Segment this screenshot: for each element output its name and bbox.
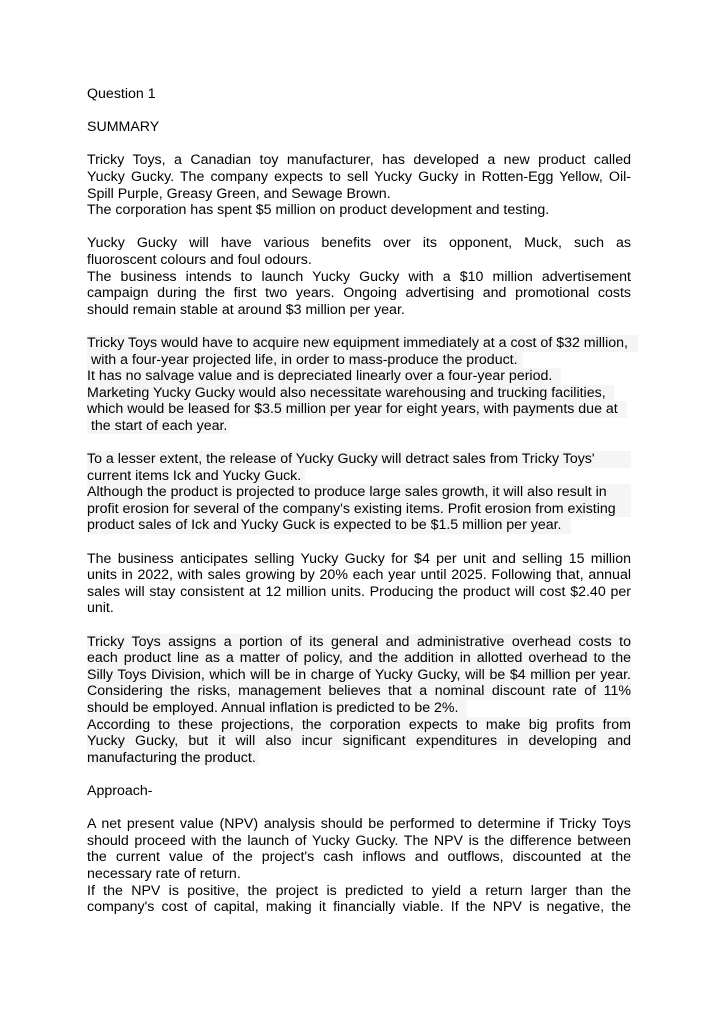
summary-paragraph-5 (87, 551, 631, 617)
text-line: should be employed. Annual inflation is predicted to be 2%. (87, 700, 467, 717)
spacer (87, 434, 631, 451)
text-line: profit erosion for several of the company's existing items. Profit erosion from existing (87, 501, 631, 518)
document-page (87, 86, 631, 916)
spacer (87, 103, 631, 120)
text-line: A net present value (NPV) analysis should be performed to determine if Tricky Toys (87, 816, 631, 833)
text-line: unit. (87, 600, 114, 617)
text-line: Tricky Toys assigns a portion of its general and administrative overhead costs to (87, 633, 631, 650)
text-line: the current value of the project's cash inflows and outflows, discounted at the (87, 849, 631, 866)
text-line: should proceed with the launch of Yucky Gucky. The NPV is the difference between (87, 832, 631, 849)
summary-paragraph-1 (87, 152, 631, 218)
summary-heading: SUMMARY (87, 119, 160, 136)
spacer (87, 800, 631, 817)
text-line: campaign during the first two years. Ongoing advertising and promotional costs (87, 285, 631, 302)
summary-paragraph-6 (87, 634, 631, 767)
spacer (87, 219, 631, 236)
text-line: current items Ick and Yucky Guck. (87, 468, 305, 485)
text-line: It has no salvage value and is depreciated linearly over a four-year period. (87, 368, 561, 385)
question-heading: Question 1 (87, 86, 156, 102)
text-line: Yucky Gucky, but it will also incur significant expenditures in developing and (87, 733, 631, 750)
text-line: The corporation has spent $5 million on product development and testing. (87, 202, 550, 219)
text-line: manufacturing the product. (87, 750, 259, 767)
text-line: each product line as a matter of policy, and the addition in allotted overhead to the (87, 650, 631, 667)
text-line: Although the product is projected to produce large sales growth, it will also result in (87, 484, 631, 501)
text-line: sales will stay consistent at 12 million units. Producing the product will cost $2.40 per (87, 583, 631, 600)
text-line: If the NPV is positive, the project is predicted to yield a return larger than the (87, 882, 631, 899)
text-line: with a four-year projected life, in order to mass-produce the product. (87, 352, 523, 369)
spacer (87, 766, 631, 783)
spacer (87, 534, 631, 551)
text-line: Considering the risks, management believes that a nominal discount rate of 11% (87, 683, 631, 700)
text-line: the start of each year. (87, 418, 230, 435)
spacer (87, 617, 631, 634)
summary-paragraph-3 (87, 335, 631, 435)
text-line: Spill Purple, Greasy Green, and Sewage Brown. (87, 185, 391, 202)
text-line: units in 2022, with sales growing by 20% each year until 2025. Following that, annual (87, 567, 631, 584)
text-line: According to these projections, the corporation expects to make big profits from (87, 716, 631, 733)
text-line: product sales of Ick and Yucky Guck is expected to be $1.5 million per year. (87, 517, 571, 534)
text-line: necessary rate of return. (87, 865, 241, 882)
approach-paragraph-1 (87, 816, 631, 916)
spacer (87, 318, 631, 335)
approach-heading: Approach- (87, 782, 153, 799)
summary-paragraph-4 (87, 451, 631, 534)
text-line: The business anticipates selling Yucky Gucky for $4 per unit and selling 15 million (87, 550, 631, 567)
text-line: To a lesser extent, the release of Yucky Gucky will detract sales from Tricky Toys' (87, 451, 631, 468)
summary-paragraph-2 (87, 235, 631, 318)
text-line: company's cost of capital, making it financially viable. If the NPV is negative, the (87, 899, 631, 916)
text-line: Tricky Toys would have to acquire new equipment immediately at a cost of $32 million, (87, 335, 638, 352)
text-line: Marketing Yucky Gucky would also necessitate warehousing and trucking facilities, (87, 385, 614, 402)
text-line: which would be leased for $3.5 million per year for eight years, with payments due at (87, 401, 627, 418)
text-line: Tricky Toys, a Canadian toy manufacturer, has developed a new product called (87, 152, 631, 169)
text-line: Silly Toys Division, which will be in charge of Yucky Gucky, will be $4 million per year. (87, 666, 631, 683)
text-line: should remain stable at around $3 million per year. (87, 301, 405, 318)
text-line: Yucky Gucky will have various benefits over its opponent, Muck, such as (87, 235, 631, 252)
text-line: The business intends to launch Yucky Gucky with a $10 million advertisement (87, 268, 631, 285)
text-line: Yucky Gucky. The company expects to sell Yucky Gucky in Rotten-Egg Yellow, Oil- (87, 168, 631, 185)
text-line: fluoroscent colours and foul odours. (87, 251, 312, 268)
spacer (87, 136, 631, 153)
